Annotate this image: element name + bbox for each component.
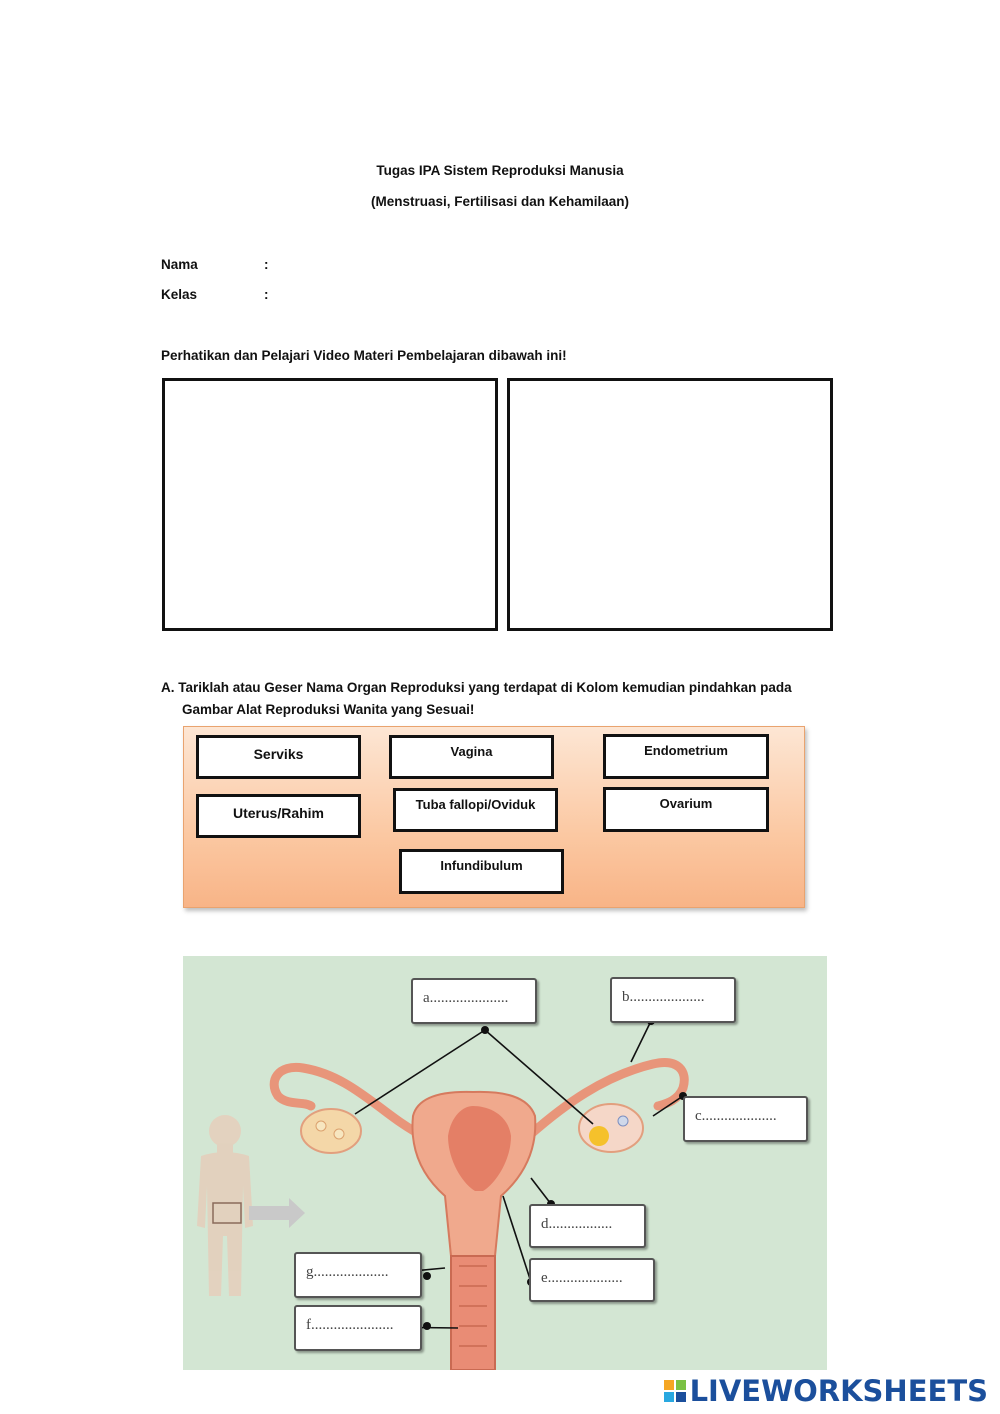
section-a-instruction-line2: Gambar Alat Reproduksi Wanita yang Sesuai!: [182, 702, 475, 717]
arrow-right-icon: [249, 1198, 305, 1228]
word-chip-endometrium[interactable]: Endometrium: [603, 734, 769, 779]
logo-text: LIVEWORKSHEETS: [689, 1374, 988, 1408]
human-silhouette-icon: [197, 1115, 253, 1296]
word-chip-infundibulum[interactable]: Infundibulum: [399, 849, 564, 894]
word-chip-ovarium[interactable]: Ovarium: [603, 787, 769, 832]
answer-box-a[interactable]: a.....................: [411, 978, 537, 1024]
class-label: Kelas: [161, 287, 198, 302]
answer-box-b[interactable]: b....................: [610, 977, 736, 1023]
word-chip-tuba-fallopi-oviduk[interactable]: Tuba fallopi/Oviduk: [393, 788, 558, 832]
word-bank: [183, 726, 805, 908]
name-label: Nama: [161, 257, 198, 272]
answer-box-c[interactable]: c....................: [683, 1096, 808, 1142]
word-chip-serviks[interactable]: Serviks: [196, 735, 361, 779]
video-instruction: Perhatikan dan Pelajari Video Materi Pembelajaran dibawah ini!: [161, 348, 567, 363]
name-colon: :: [264, 257, 269, 272]
worksheet-title: Tugas IPA Sistem Reproduksi Manusia: [376, 163, 624, 178]
class-colon: :: [264, 287, 269, 302]
answer-box-e[interactable]: e....................: [529, 1258, 655, 1302]
liveworksheets-logo: [664, 1374, 988, 1408]
section-a-instruction-line1: A. Tariklah atau Geser Nama Organ Reproduksi yang terdapat di Kolom kemudian pindahkan pada: [161, 680, 792, 695]
worksheet-subtitle: (Menstruasi, Fertilisasi dan Kehamilaan): [370, 194, 630, 209]
video-player-right[interactable]: [507, 378, 833, 631]
word-chip-vagina[interactable]: Vagina: [389, 735, 554, 779]
answer-box-f[interactable]: f......................: [294, 1305, 422, 1351]
video-player-left[interactable]: [162, 378, 498, 631]
word-chip-uterus-rahim[interactable]: Uterus/Rahim: [196, 794, 361, 838]
liveworksheets-logo-icon: [664, 1380, 686, 1402]
class-input-area[interactable]: [280, 282, 800, 306]
answer-box-g[interactable]: g....................: [294, 1252, 422, 1298]
name-input-area[interactable]: [280, 252, 800, 276]
answer-box-d[interactable]: d.................: [529, 1204, 646, 1248]
female-reproductive-diagram: [183, 956, 827, 1370]
